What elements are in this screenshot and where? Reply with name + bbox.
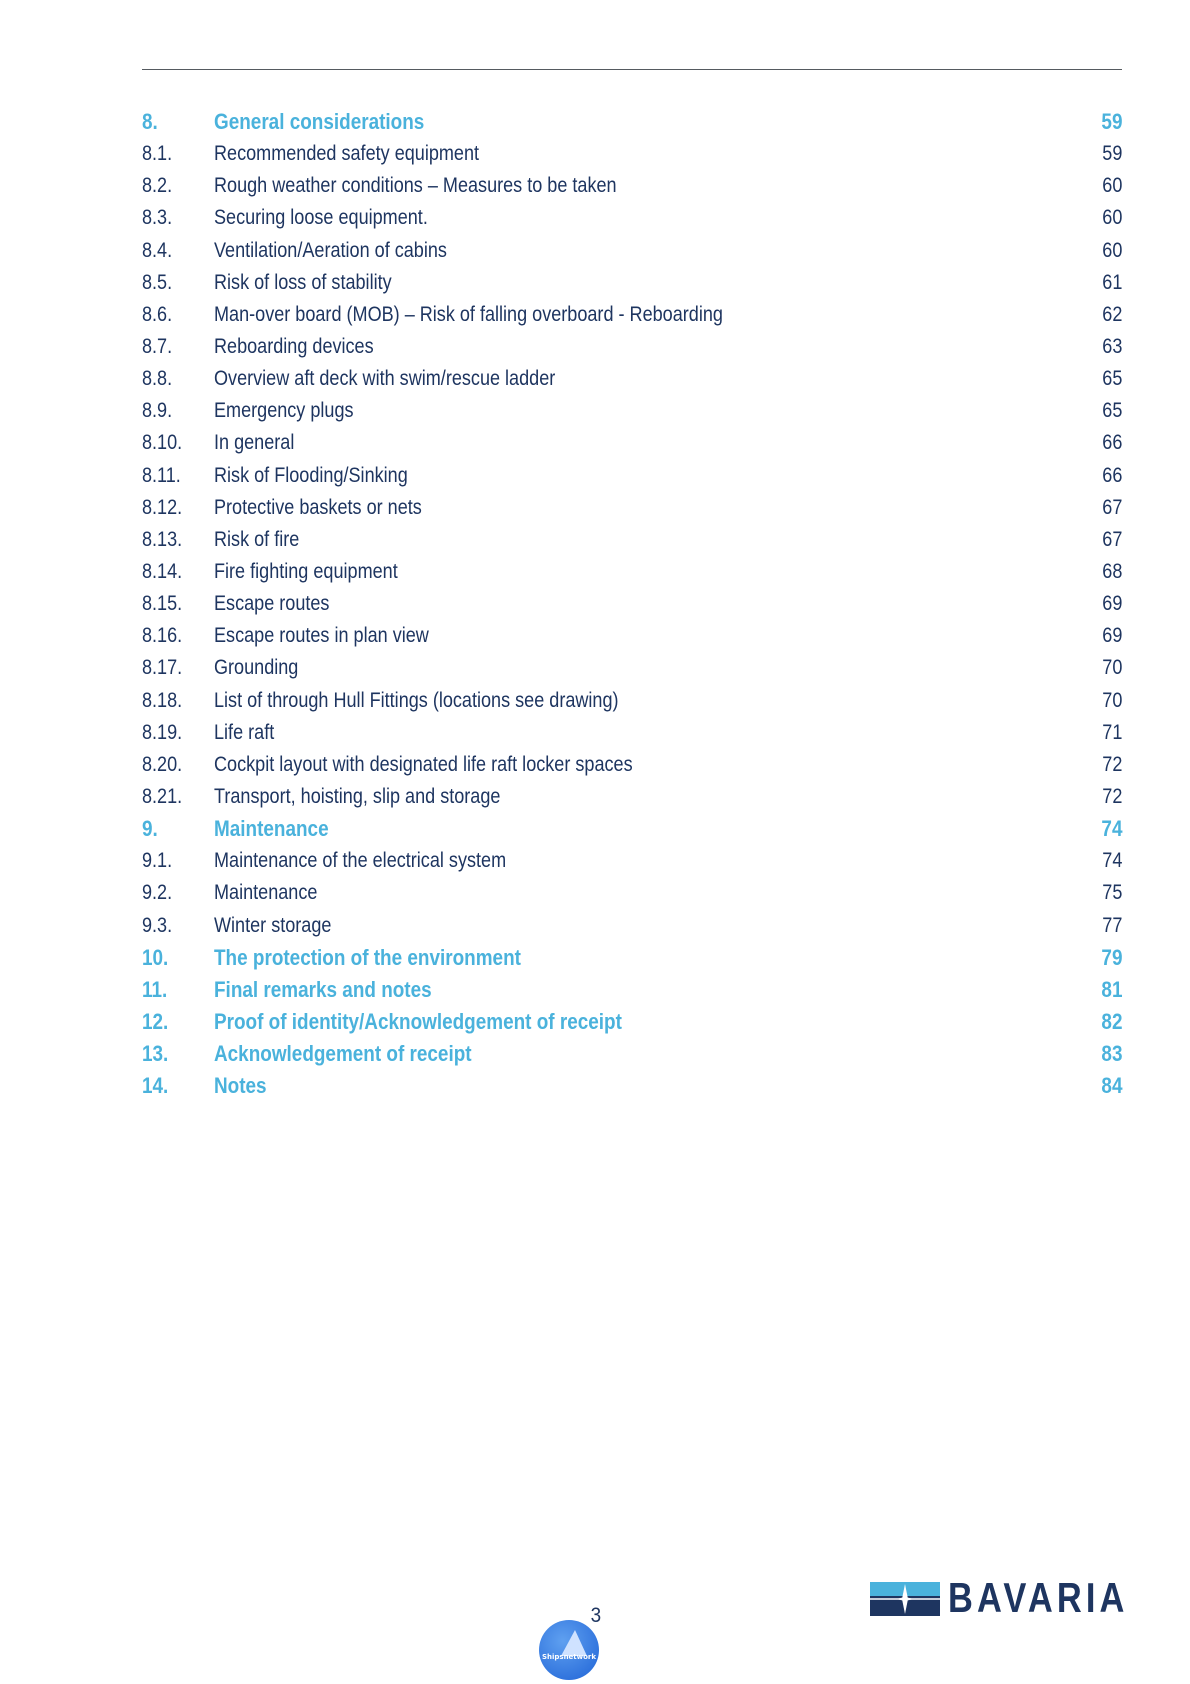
toc-section-row[interactable] — [142, 749, 1122, 781]
toc-page: 63 — [1101, 334, 1122, 358]
toc-title: Winter storage — [214, 913, 332, 937]
toc-title: Overview aft deck with swim/rescue ladder — [214, 367, 556, 391]
toc-page: 74 — [1100, 816, 1122, 842]
toc-chapter-row[interactable] — [142, 974, 1122, 1006]
toc-page: 79 — [1100, 944, 1122, 970]
toc-title: Notes — [214, 1073, 267, 1099]
toc-chapter-row[interactable] — [142, 813, 1122, 845]
watermark-text: Shipsnetwork — [541, 1653, 597, 1661]
toc-title: Maintenance of the electrical system — [214, 849, 507, 873]
toc-section-row[interactable] — [142, 492, 1122, 524]
toc-number: 8.7. — [142, 334, 173, 358]
toc-page: 65 — [1101, 367, 1122, 391]
toc-page: 83 — [1100, 1041, 1122, 1067]
toc-page: 77 — [1101, 913, 1122, 937]
toc-section-row[interactable] — [142, 620, 1122, 652]
toc-chapter-row[interactable] — [142, 1006, 1122, 1038]
toc-number: 8.5. — [142, 270, 173, 294]
toc-section-row[interactable] — [142, 202, 1122, 234]
toc-number: 8.3. — [142, 206, 173, 230]
page-number: 3 — [590, 1604, 602, 1627]
toc-page: 70 — [1101, 688, 1122, 712]
toc-page: 66 — [1101, 463, 1122, 487]
toc-number: 8.6. — [142, 302, 173, 326]
toc-title: Proof of identity/Acknowledgement of receipt — [214, 1008, 622, 1034]
toc-page: 74 — [1101, 849, 1122, 873]
toc-section-row[interactable] — [142, 170, 1122, 202]
toc-number: 8.1. — [142, 142, 173, 166]
toc-page: 59 — [1100, 109, 1122, 134]
toc-page: 67 — [1101, 527, 1122, 551]
toc-page: 67 — [1101, 495, 1122, 519]
toc-page: 59 — [1101, 142, 1122, 166]
toc-number: 8.17. — [142, 656, 183, 680]
toc-number: 8.8. — [142, 367, 173, 391]
toc-number: 8.18. — [142, 688, 183, 712]
toc-title: Emergency plugs — [214, 399, 354, 423]
toc-number: 10. — [142, 944, 169, 970]
toc-number: 8.13. — [142, 527, 183, 551]
header-rule — [142, 69, 1122, 70]
toc-chapter-row[interactable] — [142, 1070, 1122, 1102]
toc-page: 72 — [1101, 752, 1122, 776]
bavaria-logo — [870, 1574, 1129, 1621]
toc-page: 69 — [1101, 624, 1122, 648]
toc-title: Ventilation/Aeration of cabins — [214, 238, 447, 262]
toc-section-row[interactable] — [142, 588, 1122, 620]
toc-title: Acknowledgement of receipt — [214, 1041, 472, 1067]
toc-section-row[interactable] — [142, 460, 1122, 492]
toc-title: Protective baskets or nets — [214, 495, 422, 519]
brand-wordmark: BAVARIA — [948, 1574, 1129, 1621]
toc-page: 70 — [1101, 656, 1122, 680]
toc-section-row[interactable] — [142, 138, 1122, 170]
toc-number: 8.10. — [142, 431, 183, 455]
toc-section-row[interactable] — [142, 331, 1122, 363]
toc-section-row[interactable] — [142, 652, 1122, 684]
toc-number: 8.15. — [142, 592, 183, 616]
toc-chapter-row[interactable] — [142, 106, 1122, 138]
toc-title: General considerations — [214, 109, 425, 134]
toc-number: 8.9. — [142, 399, 173, 423]
toc-page: 62 — [1101, 302, 1122, 326]
toc-title: Maintenance — [214, 816, 329, 842]
toc-number: 8.12. — [142, 495, 183, 519]
toc-title: Rough weather conditions – Measures to be taken — [214, 174, 617, 198]
table-of-contents — [142, 106, 1122, 1102]
toc-page: 71 — [1101, 720, 1122, 744]
toc-section-row[interactable] — [142, 845, 1122, 877]
toc-title: Final remarks and notes — [214, 976, 432, 1002]
toc-number: 8. — [142, 109, 158, 134]
toc-chapter-row[interactable] — [142, 1038, 1122, 1070]
toc-page: 61 — [1101, 270, 1122, 294]
toc-number: 9. — [142, 816, 158, 842]
toc-section-row[interactable] — [142, 781, 1122, 813]
toc-number: 8.16. — [142, 624, 183, 648]
toc-title: Escape routes — [214, 592, 330, 616]
toc-page: 60 — [1101, 238, 1122, 262]
toc-page: 60 — [1101, 174, 1122, 198]
toc-number: 14. — [142, 1073, 169, 1099]
toc-number: 8.21. — [142, 784, 183, 808]
toc-number: 8.2. — [142, 174, 173, 198]
toc-page: 84 — [1100, 1073, 1122, 1099]
toc-section-row[interactable] — [142, 717, 1122, 749]
toc-title: List of through Hull Fittings (locations see drawing) — [214, 688, 619, 712]
toc-title: Escape routes in plan view — [214, 624, 429, 648]
toc-title: Man-over board (MOB) – Risk of falling overboard - Reboarding — [214, 302, 723, 326]
toc-number: 8.11. — [142, 463, 181, 487]
toc-title: In general — [214, 431, 295, 455]
toc-title: The protection of the environment — [214, 944, 521, 970]
toc-page: 60 — [1101, 206, 1122, 230]
toc-section-row[interactable] — [142, 235, 1122, 267]
toc-section-row[interactable] — [142, 877, 1122, 909]
toc-number: 9.1. — [142, 849, 173, 873]
toc-title: Transport, hoisting, slip and storage — [214, 784, 501, 808]
toc-title: Cockpit layout with designated life raft locker spaces — [214, 752, 633, 776]
toc-page: 81 — [1100, 976, 1122, 1002]
toc-section-row[interactable] — [142, 556, 1122, 588]
toc-title: Risk of Flooding/Sinking — [214, 463, 408, 487]
toc-page: 72 — [1101, 784, 1122, 808]
toc-number: 9.2. — [142, 881, 173, 905]
toc-section-row[interactable] — [142, 299, 1122, 331]
toc-title: Risk of fire — [214, 527, 300, 551]
toc-page: 69 — [1101, 592, 1122, 616]
toc-page: 68 — [1101, 559, 1122, 583]
toc-page: 66 — [1101, 431, 1122, 455]
toc-number: 8.20. — [142, 752, 183, 776]
toc-number: 8.19. — [142, 720, 183, 744]
toc-number: 8.14. — [142, 559, 183, 583]
toc-page: 65 — [1101, 399, 1122, 423]
toc-title: Grounding — [214, 656, 299, 680]
toc-chapter-row[interactable] — [142, 942, 1122, 974]
toc-number: 9.3. — [142, 913, 173, 937]
toc-section-row[interactable] — [142, 685, 1122, 717]
shipsnetwork-watermark — [539, 1620, 599, 1680]
toc-title: Reboarding devices — [214, 334, 374, 358]
toc-number: 13. — [142, 1041, 169, 1067]
toc-title: Maintenance — [214, 881, 318, 905]
toc-page: 82 — [1100, 1008, 1122, 1034]
toc-section-row[interactable] — [142, 267, 1122, 299]
toc-section-row[interactable] — [142, 427, 1122, 459]
toc-title: Securing loose equipment. — [214, 206, 428, 230]
toc-section-row[interactable] — [142, 524, 1122, 556]
toc-section-row[interactable] — [142, 910, 1122, 942]
toc-title: Fire fighting equipment — [214, 559, 398, 583]
toc-number: 8.4. — [142, 238, 173, 262]
toc-title: Recommended safety equipment — [214, 142, 480, 166]
toc-title: Risk of loss of stability — [214, 270, 392, 294]
toc-number: 12. — [142, 1008, 169, 1034]
toc-section-row[interactable] — [142, 363, 1122, 395]
toc-title: Life raft — [214, 720, 275, 744]
toc-section-row[interactable] — [142, 395, 1122, 427]
toc-number: 11. — [142, 976, 168, 1002]
toc-page: 75 — [1101, 881, 1122, 905]
bavaria-compass-icon — [870, 1582, 940, 1616]
